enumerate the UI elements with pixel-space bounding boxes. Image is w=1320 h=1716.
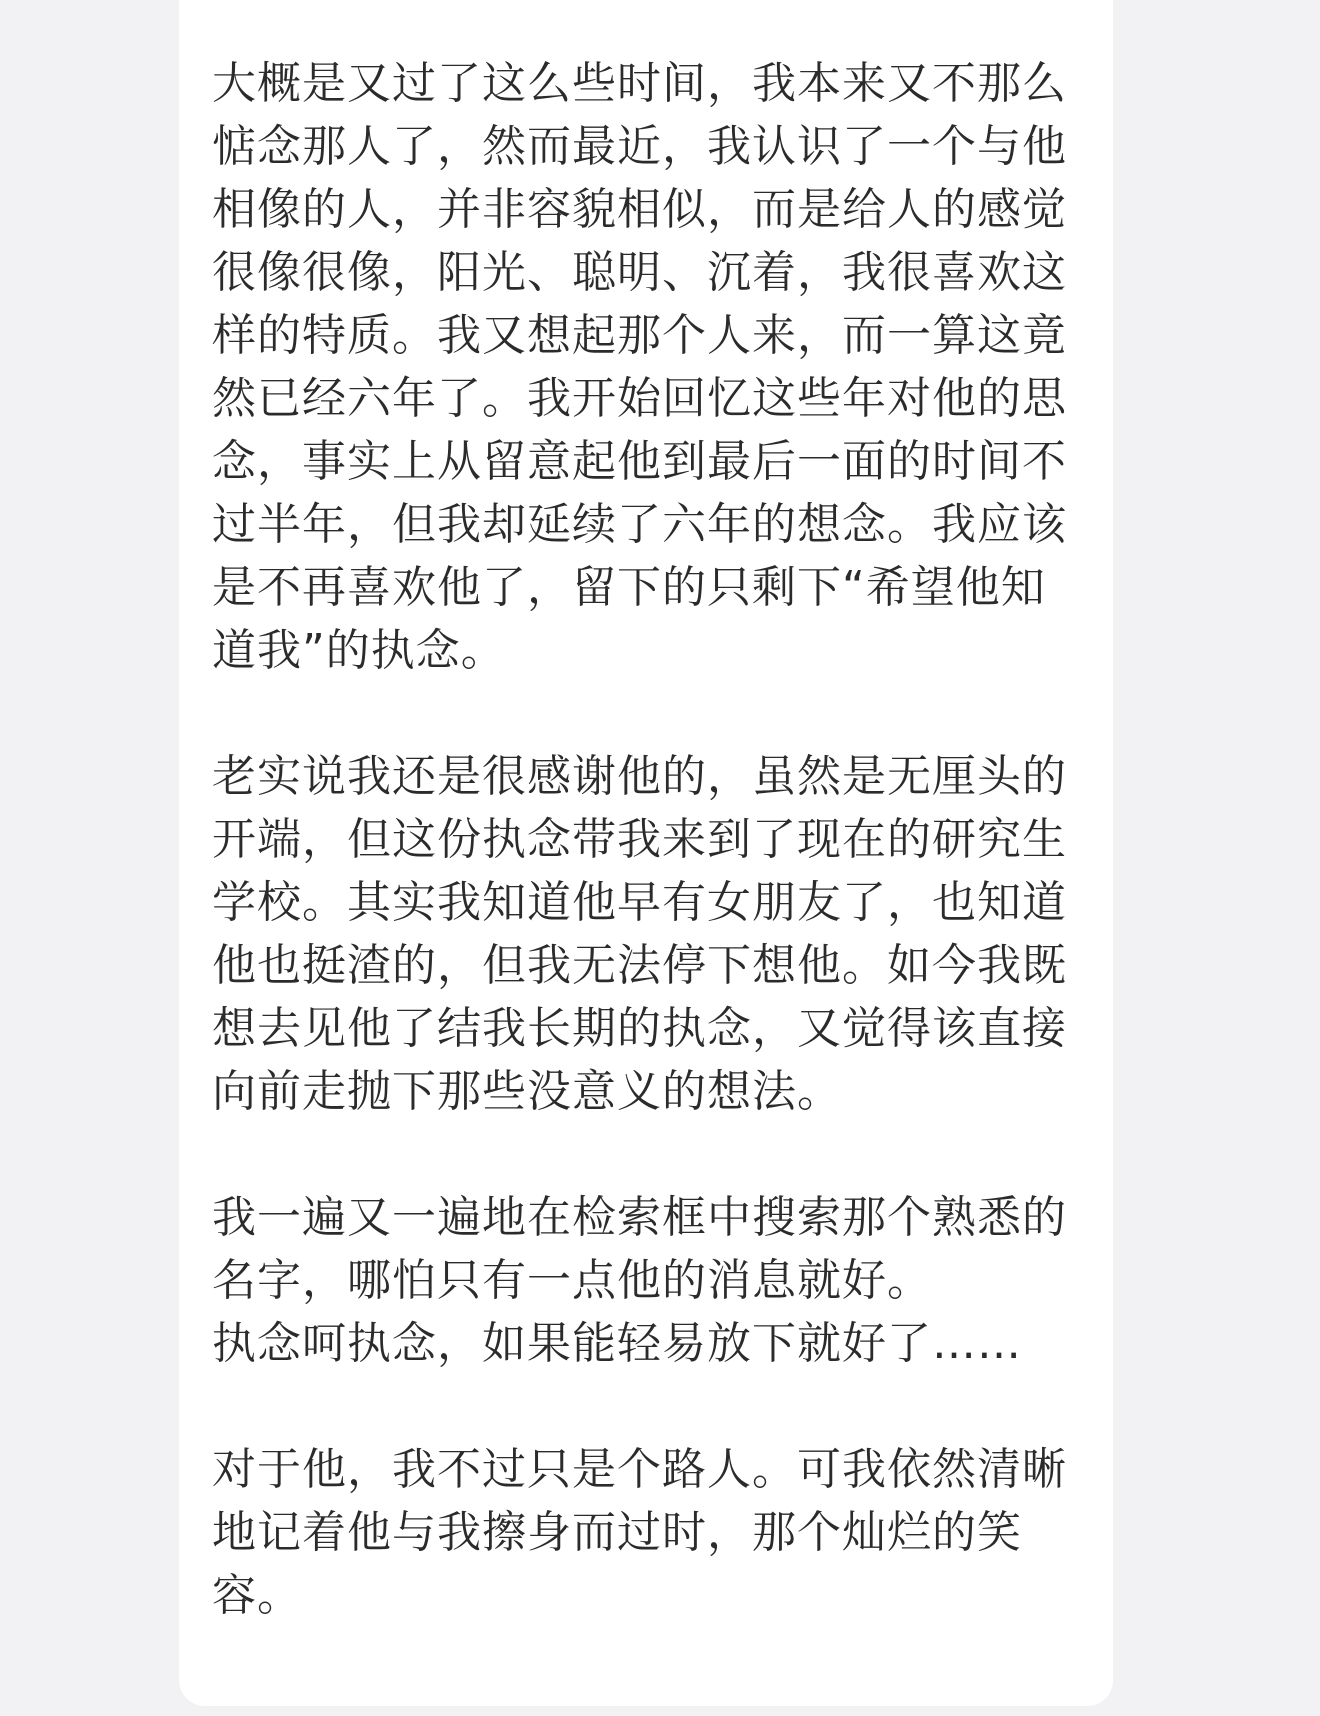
post-paragraph-2: 老实说我还是很感谢他的，虽然是无厘头的开端，但这份执念带我来到了现在的研究生学校。其实我知道他早有女朋友了，也知道他也挺渣的，但我无法停下想他。如今我既想去见他了结我长期的执念，又觉得该直接向前走抛下那些没意义的想法。	[212, 751, 1067, 1117]
post-paragraph-4: 对于他，我不过只是个路人。可我依然清晰地记着他与我擦身而过时，那个灿烂的笑容。	[212, 1444, 1067, 1621]
post-paragraph-1: 大概是又过了这么些时间，我本来又不那么惦念那人了，然而最近，我认识了一个与他相像的人，并非容貌相似，而是给人的感觉很像很像，阳光、聪明、沉着，我很喜欢这样的特质。我又想起那个人来，而一算这竟然已经六年了。我开始回忆这些年对他的思念，事实上从留意起他到最后一面的时间不过半年，但我却延续了六年的想念。我应该是不再喜欢他了，留下的只剩下“希望他知道我”的执念。	[212, 58, 1067, 676]
text-post-card	[179, 0, 1113, 1706]
post-paragraph-3: 我一遍又一遍地在检索框中搜索那个熟悉的名字，哪怕只有一点他的消息就好。 执念呵执念，如果能轻易放下就好了……	[212, 1192, 1067, 1369]
